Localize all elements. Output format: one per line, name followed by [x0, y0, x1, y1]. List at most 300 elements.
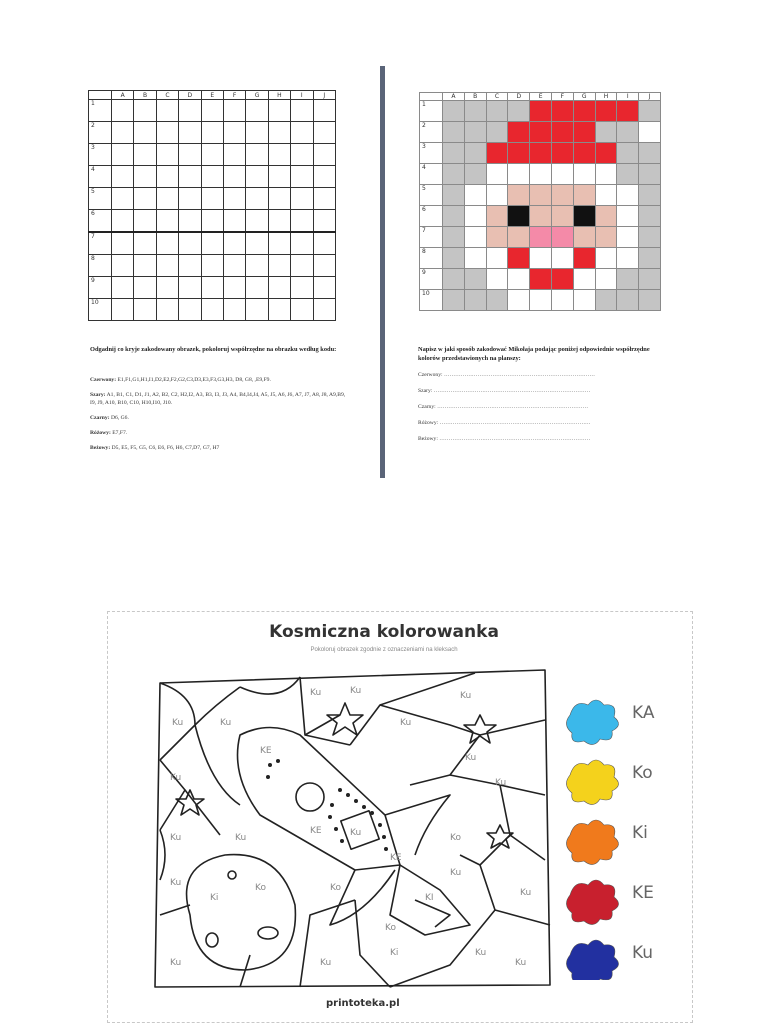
answer-line-beige[interactable]: Beżowy: ……………………………………………………………………… — [418, 436, 591, 442]
pixel-cell-beige — [508, 227, 530, 248]
column-header: G — [246, 91, 268, 100]
pixel-cell-beige — [573, 227, 595, 248]
legend-syllable: Ki — [632, 823, 648, 843]
answer-line-red[interactable]: Czerwony: ……………………………………………………………………… — [418, 372, 595, 378]
grid-cell[interactable] — [223, 232, 245, 255]
column-header: B — [134, 91, 156, 100]
grid-cell[interactable] — [268, 188, 290, 210]
coloring-title: Kosmiczna kolorowanka — [269, 622, 499, 642]
svg-text:KE: KE — [390, 853, 402, 863]
grid-cell[interactable] — [112, 122, 134, 144]
pixel-cell-red — [551, 143, 573, 164]
pixel-cell-white — [617, 227, 639, 248]
grid-cell[interactable] — [179, 166, 201, 188]
paint-blob-2 — [566, 820, 618, 865]
region-line — [240, 955, 250, 987]
grid-cell[interactable] — [201, 144, 223, 166]
row-header: 3 — [89, 144, 112, 166]
row-header: 8 — [420, 248, 443, 269]
pixel-cell-red — [573, 248, 595, 269]
pixel-cell-gray — [617, 290, 639, 311]
grid-cell[interactable] — [112, 188, 134, 210]
pixel-cell-beige — [486, 206, 508, 227]
printoteka-logo: printoteka.pl — [326, 998, 400, 1009]
column-header: G — [573, 93, 595, 101]
grid-cell[interactable] — [291, 299, 313, 321]
row-header: 6 — [420, 206, 443, 227]
row-header: 10 — [89, 299, 112, 321]
svg-text:Ku: Ku — [450, 868, 462, 878]
svg-text:Ku: Ku — [170, 878, 182, 888]
grid-cell[interactable] — [268, 100, 290, 122]
pixel-cell-red — [508, 122, 530, 143]
grid-cell[interactable] — [134, 100, 156, 122]
pixel-cell-red — [573, 122, 595, 143]
column-header: I — [617, 93, 639, 101]
syllable-labels — [170, 686, 531, 968]
svg-text:Ku: Ku — [235, 833, 247, 843]
grid-cell[interactable] — [134, 210, 156, 233]
svg-text:Ko: Ko — [385, 923, 396, 933]
svg-text:Ku: Ku — [515, 958, 527, 968]
legend-syllable: KA — [632, 703, 655, 723]
coloring-subtitle: Pokoloruj obrazek zgodnie z oznaczeniami na kleksach — [310, 647, 458, 653]
pixel-cell-red — [508, 143, 530, 164]
pixel-cell-gray — [464, 122, 486, 143]
grid-cell[interactable] — [246, 100, 268, 122]
column-header: D — [508, 93, 530, 101]
pixel-cell-pink — [551, 227, 573, 248]
pixel-cell-gray — [443, 269, 465, 290]
grid-cell[interactable] — [291, 277, 313, 299]
pixel-cell-gray — [443, 185, 465, 206]
santa-pixel-grid — [419, 92, 661, 311]
pixel-cell-white — [486, 164, 508, 185]
row-header: 10 — [420, 290, 443, 311]
right-heading: Napisz w jaki sposób zakodować Mikołaja podając poniżej odpowiednie współrzędne kolorów przedstawionych na planszy: — [418, 346, 650, 362]
pixel-cell-beige — [508, 185, 530, 206]
region-line — [460, 835, 510, 865]
grid-cell[interactable] — [268, 277, 290, 299]
pixel-cell-red — [551, 269, 573, 290]
pixel-cell-red — [530, 101, 552, 122]
row-header: 9 — [420, 269, 443, 290]
pixel-cell-gray — [464, 143, 486, 164]
grid-cell[interactable] — [268, 144, 290, 166]
grid-cell[interactable] — [156, 166, 178, 188]
pixel-cell-gray — [617, 164, 639, 185]
svg-text:Ku: Ku — [495, 778, 507, 788]
svg-text:Ku: Ku — [320, 958, 332, 968]
grid-cell[interactable] — [313, 100, 335, 122]
pixel-cell-red — [486, 143, 508, 164]
pixel-cell-beige — [551, 185, 573, 206]
svg-text:Ku: Ku — [400, 718, 412, 728]
pixel-cell-white — [530, 290, 552, 311]
rocket-flame-inner — [415, 900, 450, 927]
grid-cell[interactable] — [313, 299, 335, 321]
grid-cell[interactable] — [268, 122, 290, 144]
answer-line-pink[interactable]: Różowy: ……………………………………………………………………… — [418, 420, 591, 426]
pixel-cell-gray — [443, 227, 465, 248]
column-header: F — [223, 91, 245, 100]
svg-text:Ku: Ku — [350, 828, 362, 838]
row-header: 5 — [420, 185, 443, 206]
grid-cell[interactable] — [201, 299, 223, 321]
pixel-cell-white — [551, 248, 573, 269]
svg-text:KE: KE — [310, 826, 322, 836]
grid-cell[interactable] — [201, 166, 223, 188]
grid-cell[interactable] — [134, 232, 156, 255]
grid-cell[interactable] — [201, 188, 223, 210]
column-header: J — [313, 91, 335, 100]
pixel-cell-white — [551, 290, 573, 311]
pixel-cell-beige — [551, 206, 573, 227]
grid-cell[interactable] — [291, 232, 313, 255]
pixel-cell-gray — [639, 143, 661, 164]
grid-cell[interactable] — [291, 144, 313, 166]
grid-cell[interactable] — [313, 188, 335, 210]
grid-cell[interactable] — [156, 232, 178, 255]
grid-cell[interactable] — [201, 100, 223, 122]
left-heading: Odgadnij co kryje zakodowany obrazek, pokoloruj współrzędne na obrazku według kodu: — [90, 346, 337, 353]
grid-cell[interactable] — [112, 210, 134, 233]
grid-cell[interactable] — [112, 299, 134, 321]
region-line — [160, 760, 185, 830]
grid-cell[interactable] — [291, 166, 313, 188]
pixel-cell-gray — [595, 290, 617, 311]
grid-cell[interactable] — [246, 210, 268, 233]
grid-cell[interactable] — [246, 122, 268, 144]
row-header: 9 — [89, 277, 112, 299]
row-header: 7 — [420, 227, 443, 248]
grid-cell[interactable] — [134, 299, 156, 321]
pixel-cell-black — [508, 206, 530, 227]
svg-text:Ku: Ku — [170, 958, 182, 968]
column-header: F — [551, 93, 573, 101]
grid-cell[interactable] — [223, 144, 245, 166]
pixel-cell-gray — [639, 269, 661, 290]
pixel-cell-gray — [639, 290, 661, 311]
star — [176, 790, 204, 815]
legend-syllable: KE — [632, 883, 654, 903]
pixel-cell-white — [508, 290, 530, 311]
region-line — [500, 785, 545, 860]
grid-cell[interactable] — [112, 166, 134, 188]
grid-cell[interactable] — [179, 188, 201, 210]
grid-cell[interactable] — [313, 144, 335, 166]
row-header: 7 — [89, 232, 112, 255]
row-header: 4 — [420, 164, 443, 185]
pixel-cell-beige — [595, 206, 617, 227]
planet-crater — [206, 933, 218, 947]
rocket-fin — [330, 870, 395, 925]
pixel-cell-gray — [486, 290, 508, 311]
corner-cell — [420, 93, 443, 101]
svg-text:Ko: Ko — [450, 833, 461, 843]
paint-blob-1 — [566, 760, 618, 805]
grid-cell[interactable] — [201, 232, 223, 255]
grid-cell[interactable] — [223, 210, 245, 233]
grid-cell[interactable] — [313, 166, 335, 188]
row-header: 6 — [89, 210, 112, 233]
grid-cell[interactable] — [134, 255, 156, 277]
pixel-cell-white — [530, 164, 552, 185]
grid-cell[interactable] — [134, 188, 156, 210]
svg-text:Ku: Ku — [350, 686, 362, 696]
pixel-cell-pink — [530, 227, 552, 248]
pixel-cell-white — [530, 248, 552, 269]
row-header: 1 — [420, 101, 443, 122]
grid-cell[interactable] — [291, 210, 313, 233]
grid-cell[interactable] — [223, 255, 245, 277]
pixel-cell-red — [508, 248, 530, 269]
row-header: 2 — [420, 122, 443, 143]
svg-text:Ku: Ku — [310, 688, 322, 698]
planet — [187, 855, 296, 970]
pixel-cell-white — [595, 269, 617, 290]
code-line-black: Czarny: D6, G6. — [90, 415, 129, 421]
column-header: E — [530, 93, 552, 101]
svg-text:Ku: Ku — [172, 718, 184, 728]
svg-text:Ku: Ku — [460, 691, 472, 701]
grid-cell[interactable] — [156, 299, 178, 321]
pixel-cell-gray — [639, 185, 661, 206]
grid-cell[interactable] — [179, 210, 201, 233]
svg-text:Ku: Ku — [170, 833, 182, 843]
grid-cell[interactable] — [201, 210, 223, 233]
planet-crater — [258, 927, 278, 939]
row-header: 8 — [89, 255, 112, 277]
grid-cell[interactable] — [313, 122, 335, 144]
pixel-cell-white — [508, 269, 530, 290]
svg-text:Ku: Ku — [220, 718, 232, 728]
svg-text:Ki: Ki — [390, 948, 399, 958]
grid-cell[interactable] — [223, 299, 245, 321]
grid-cell[interactable] — [268, 210, 290, 233]
answer-line-black[interactable]: Czarny: ……………………………………………………………………… — [418, 404, 589, 410]
pixel-cell-white — [486, 248, 508, 269]
legend-syllable: Ku — [632, 943, 654, 963]
region-line — [355, 900, 390, 987]
pixel-cell-white — [464, 206, 486, 227]
pixel-cell-gray — [443, 290, 465, 311]
grid-cell[interactable] — [179, 255, 201, 277]
grid-cell[interactable] — [134, 277, 156, 299]
pixel-cell-gray — [443, 122, 465, 143]
column-header: C — [156, 91, 178, 100]
pixel-cell-gray — [617, 122, 639, 143]
pixel-cell-gray — [443, 101, 465, 122]
pixel-cell-gray — [443, 206, 465, 227]
pixel-cell-beige — [595, 227, 617, 248]
pixel-cell-white — [617, 248, 639, 269]
pixel-cell-beige — [573, 185, 595, 206]
pixel-cell-white — [617, 185, 639, 206]
pixel-cell-gray — [486, 122, 508, 143]
grid-cell[interactable] — [291, 255, 313, 277]
pixel-cell-white — [639, 122, 661, 143]
pixel-cell-red — [617, 101, 639, 122]
svg-text:KI: KI — [425, 893, 434, 903]
svg-text:Ko: Ko — [255, 883, 266, 893]
column-header: A — [112, 91, 134, 100]
page-divider — [380, 66, 385, 478]
grid-cell[interactable] — [268, 232, 290, 255]
region-line — [160, 905, 190, 915]
paint-blob-0 — [566, 700, 618, 745]
grid-cell[interactable] — [112, 232, 134, 255]
grid-cell[interactable] — [134, 166, 156, 188]
code-line-gray: Szary: A1, B1, C1, D1, J1, A2, B2, C2, H2,I2, A3, B3, I3, J3, A4, B4,I4,J4, A5, J5, A6, J6, A7, J7, A8, J8, A9,B9, I9, J9, A10, B10, C10, H10,I10, J10. — [90, 392, 346, 406]
grid-cell[interactable] — [246, 277, 268, 299]
grid-cell[interactable] — [112, 100, 134, 122]
pixel-cell-red — [551, 101, 573, 122]
grid-cell[interactable] — [291, 100, 313, 122]
pixel-cell-red — [530, 122, 552, 143]
pixel-cell-gray — [639, 206, 661, 227]
grid-cell[interactable] — [223, 166, 245, 188]
code-line-beige: Beżowy: D5, E5, F5, G5, C6, E6, F6, H6, C7,D7, G7, H7 — [90, 445, 220, 451]
pixel-cell-gray — [617, 269, 639, 290]
pixel-cell-white — [573, 290, 595, 311]
grid-cell[interactable] — [246, 232, 268, 255]
grid-cell[interactable] — [246, 166, 268, 188]
grid-cell[interactable] — [134, 144, 156, 166]
grid-cell[interactable] — [268, 299, 290, 321]
pixel-cell-white — [551, 164, 573, 185]
color-legend-blobs — [560, 690, 630, 980]
svg-text:Ku: Ku — [475, 948, 487, 958]
pixel-cell-gray — [464, 101, 486, 122]
grid-cell[interactable] — [156, 144, 178, 166]
region-line — [185, 790, 220, 835]
paint-blob-4 — [566, 940, 618, 980]
grid-cell[interactable] — [134, 122, 156, 144]
grid-cell[interactable] — [246, 144, 268, 166]
paint-blob-3 — [566, 880, 618, 925]
grid-cell[interactable] — [179, 122, 201, 144]
grid-cell[interactable] — [156, 210, 178, 233]
empty-coordinate-grid — [88, 90, 336, 321]
row-header: 2 — [89, 122, 112, 144]
pixel-cell-gray — [464, 290, 486, 311]
pixel-cell-gray — [464, 269, 486, 290]
row-header: 3 — [420, 143, 443, 164]
pixel-cell-white — [595, 185, 617, 206]
pixel-cell-gray — [486, 101, 508, 122]
region-line — [300, 900, 355, 987]
pixel-cell-white — [617, 206, 639, 227]
pixel-cell-white — [508, 164, 530, 185]
grid-cell[interactable] — [291, 122, 313, 144]
grid-cell[interactable] — [112, 144, 134, 166]
grid-cell[interactable] — [246, 299, 268, 321]
pixel-cell-red — [530, 269, 552, 290]
region-line — [195, 687, 240, 725]
pixel-cell-white — [464, 248, 486, 269]
grid-cell[interactable] — [268, 255, 290, 277]
grid-cell[interactable] — [223, 188, 245, 210]
grid-cell[interactable] — [112, 277, 134, 299]
grid-cell[interactable] — [156, 277, 178, 299]
region-line — [380, 705, 480, 735]
pixel-cell-red — [595, 143, 617, 164]
grid-cell[interactable] — [201, 255, 223, 277]
grid-cell[interactable] — [268, 166, 290, 188]
rocket-window — [296, 783, 324, 811]
pixel-cell-gray — [639, 164, 661, 185]
answer-line-gray[interactable]: Szary: ………………………………………………………………………… — [418, 388, 591, 394]
grid-cell[interactable] — [223, 122, 245, 144]
pixel-cell-red — [573, 101, 595, 122]
grid-cell[interactable] — [179, 100, 201, 122]
code-line-red: Czerwony: E1,F1,G1,H1,I1,D2,E2,F2,G2,C3,D3,E3,F3,G3,H3, D8, G8, ,E9,F9. — [90, 377, 271, 383]
row-header: 4 — [89, 166, 112, 188]
star — [464, 715, 496, 743]
grid-cell[interactable] — [201, 277, 223, 299]
column-header: J — [639, 93, 661, 101]
grid-cell[interactable] — [291, 188, 313, 210]
grid-cell[interactable] — [246, 255, 268, 277]
grid-cell[interactable] — [112, 255, 134, 277]
grid-cell[interactable] — [156, 100, 178, 122]
grid-cell[interactable] — [313, 210, 335, 233]
pixel-cell-gray — [443, 164, 465, 185]
grid-cell[interactable] — [156, 255, 178, 277]
grid-cell[interactable] — [156, 188, 178, 210]
legend-syllable: Ko — [632, 763, 653, 783]
svg-text:Ko: Ko — [330, 883, 341, 893]
grid-cell[interactable] — [179, 299, 201, 321]
pixel-cell-gray — [617, 143, 639, 164]
left-instructions — [90, 345, 350, 452]
pixel-cell-white — [595, 164, 617, 185]
pixel-cell-white — [573, 269, 595, 290]
pixel-cell-gray — [595, 122, 617, 143]
grid-cell[interactable] — [223, 100, 245, 122]
svg-text:Ku: Ku — [170, 773, 182, 783]
space-coloring-drawing — [150, 665, 555, 995]
region-line — [480, 720, 545, 735]
grid-cell[interactable] — [223, 277, 245, 299]
column-header: C — [486, 93, 508, 101]
grid-cell[interactable] — [179, 277, 201, 299]
grid-cell[interactable] — [179, 232, 201, 255]
pixel-cell-red — [551, 122, 573, 143]
grid-cell[interactable] — [313, 277, 335, 299]
grid-cell[interactable] — [313, 255, 335, 277]
pixel-cell-white — [595, 248, 617, 269]
pixel-cell-red — [573, 143, 595, 164]
grid-cell[interactable] — [246, 188, 268, 210]
star — [327, 703, 363, 735]
grid-cell[interactable] — [179, 144, 201, 166]
right-instructions — [418, 345, 658, 443]
grid-cell[interactable] — [156, 122, 178, 144]
pixel-cell-gray — [639, 227, 661, 248]
rocket-dots — [266, 759, 388, 851]
region-line — [195, 725, 240, 805]
grid-cell[interactable] — [201, 122, 223, 144]
svg-text:Ki: Ki — [210, 893, 219, 903]
pixel-cell-beige — [486, 227, 508, 248]
column-header: H — [268, 91, 290, 100]
pixel-cell-white — [464, 185, 486, 206]
row-header: 1 — [89, 100, 112, 122]
grid-cell[interactable] — [313, 232, 335, 255]
code-line-pink: Różowy: E7,F7. — [90, 430, 128, 436]
